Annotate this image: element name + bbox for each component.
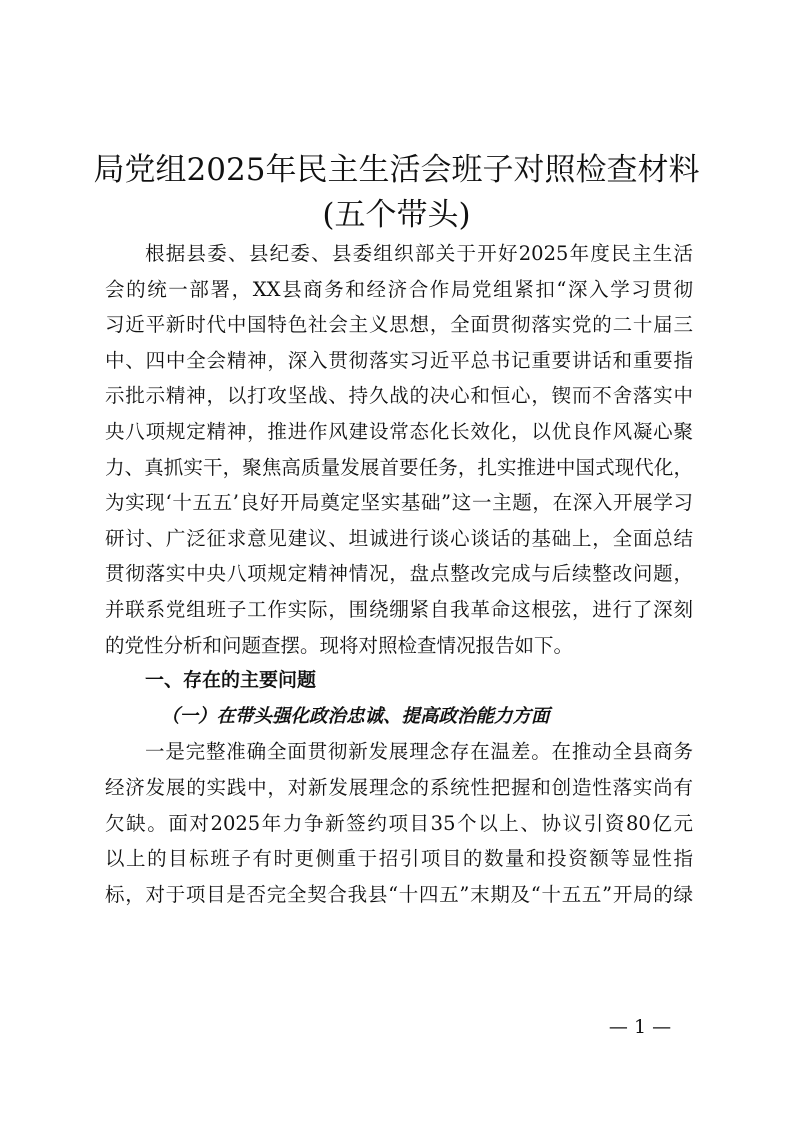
paragraph-line: 研讨、广泛征求意见建议、坦诚进行谈心谈话的基础上，全面总结 [105,526,693,550]
paragraph-line: 经济发展的实践中，对新发展理念的系统性把握和创造性落实尚有 [105,775,693,799]
paragraph-line: 力、真抓实干，聚焦高质量发展首要任务，扎实推进中国式现代化， [105,455,693,479]
section-heading: 一、存在的主要问题 [145,669,317,692]
paragraph-line: 央八项规定精神，推进作风建设常态化长效化，以优良作风凝心聚 [105,419,693,443]
paragraph-line: 的党性分析和问题查摆。现将对照检查情况报告如下。 [105,633,574,657]
document-title: 局党组2025年民主生活会班子对照检查材料 [93,152,700,188]
subsection-heading: （一）在带头强化政治忠诚、提高政治能力方面 [161,705,550,727]
paragraph-line: 欠缺。面对2025年力争新签约项目35个以上、协议引资80亿元 [105,811,693,835]
paragraph-line: 以上的目标班子有时更侧重于招引项目的数量和投资额等显性指 [105,847,693,871]
page-number: — 1 — [608,1016,672,1038]
paragraph-line: 示批示精神，以打攻坚战、持久战的决心和恒心，锲而不舍落实中 [105,384,693,408]
paragraph-line: 习近平新时代中国特色社会主义思想，全面贯彻落实党的二十届三 [105,313,693,337]
paragraph-line: 一是完整准确全面贯彻新发展理念存在温差。在推动全县商务 [145,740,693,764]
paragraph-line: 会的统一部署，XX县商务和经济合作局党组紧扣“深入学习贯彻 [105,277,693,301]
paragraph-line: 标，对于项目是否完全契合我县“十四五”末期及“十五五”开局的绿 [105,882,693,906]
paragraph-line: 根据县委、县纪委、县委组织部关于开好2025年度民主生活 [145,242,693,265]
paragraph-line: 贯彻落实中央八项规定精神情况，盘点整改完成与后续整改问题， [105,562,693,586]
paragraph-line: 为实现‘十五五’良好开局奠定坚实基础”这一主题，在深入开展学习 [105,491,693,515]
paragraph-line: 中、四中全会精神，深入贯彻落实习近平总书记重要讲话和重要指 [105,348,693,372]
paragraph-line: 并联系党组班子工作实际，围绕绷紧自我革命这根弦，进行了深刻 [105,597,693,621]
document-subtitle: (五个带头) [322,197,471,233]
document-body [105,236,693,912]
